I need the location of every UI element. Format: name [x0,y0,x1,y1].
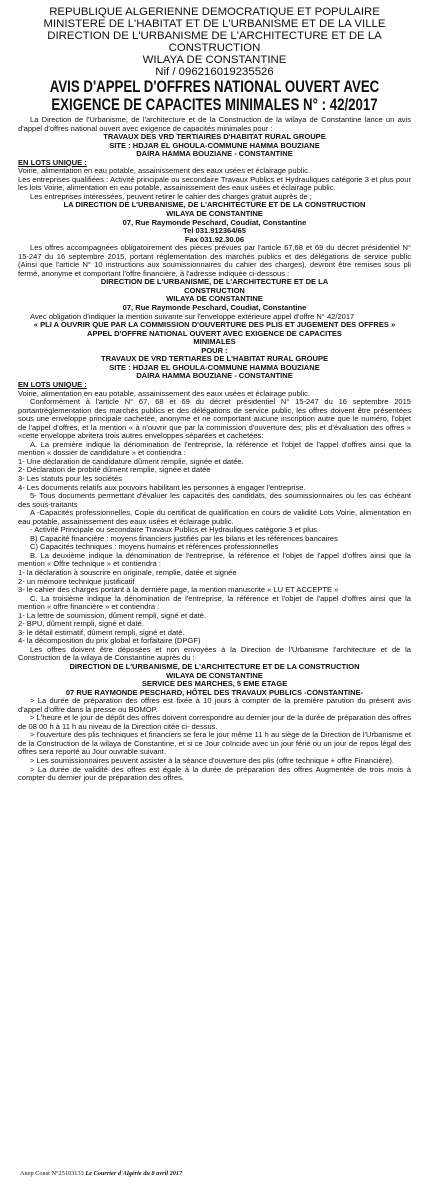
notice-title-line-2: EXIGENCE DE CAPACITES MINIMALES N° : 42/2017 [51,95,378,114]
header-line: DIRECTION DE L'URBANISME DE L'ARCHITECTURE ET DE LA [47,30,382,42]
body-paragraph: C. La troisième indique la dénomination de l'entreprise, la référence et l'objet de l'appel d'offres ainsi que la mention « offre financière » et contiendra : [18,593,411,612]
body-paragraph: Voirie, alimentation en eau potable, assainissement des eaux usées et éclairage public. [18,166,310,176]
body-paragraph: 2- Déclaration de probité dûment remplie, signée et datée [18,465,211,475]
body-paragraph: TRAVAUX DE VRD TERTIARES DE L'HABITAT RURAL GROUPE [100,354,329,364]
body-paragraph: B) Capacité financière : moyens financiers justifiés par les bilans et les références bancaires [30,533,338,543]
notice-body [18,116,411,783]
body-paragraph: - Activité Principale ou secondaire Travaux Publics et Hydrauliques catégorie 3 et plus. [30,525,320,535]
body-paragraph: EN LOTS UNIQUE : [18,379,87,389]
body-paragraph: 2- BPU, dûment rempli, signé et daté. [18,619,144,629]
header-line: MINISTERE DE L'HABITAT ET DE L'URBANISME ET DE LA VILLE [43,18,386,30]
body-paragraph: SERVICE DES MARCHES, 5 EME ETAGE [141,679,288,689]
body-paragraph: 3- le cahier des charges portant à la dernière page, la mention manuscrite « LU ET ACCEPTE » [18,585,339,595]
body-paragraph: > Les soumissionnaires peuvent assister à la séance d'ouverture des plis (offre technique + offre Financière). [30,756,395,766]
body-paragraph: Les entreprises qualifiées : Activité principale ou secondaire Travaux Publics et Hydrauliques catégorie 3 et plus pour les lots Voirie, alimentation en eau potable, assainissement des eaux usées et éclairage public. [18,174,411,193]
body-paragraph: > l'ouverture des plis techniques et financiers se fera le jour même 11 h au siège de la Direction de l'Urbanisme et de la Construction de la wilaya de Constantine, et si ce Jour coïncide avec un jour férié ou un jour de repos légal des offres sera reporté au Jour ouvrable suivant. [18,730,411,757]
body-paragraph: 4- la décomposition du prix global et forfaitaire (DPGF) [18,636,201,646]
footer-paper: Le Courrier d'Algérie du 8 avril 2017 [85,1170,183,1177]
nif-line: Nif / 096216019235526 [155,66,274,78]
notice-title-line-1: AVIS D'APPEL D'OFFRES NATIONAL OUVERT AVEC [49,77,380,96]
body-paragraph: Fax 031.92.30.06 [184,234,245,244]
body-paragraph: TRAVAUX DES VRD TERTIAIRES D'HABITAT RURAL GROUPE [103,132,326,142]
body-paragraph: B. La deuxième indique la dénomination de l'entreprise, la référence et l'objet de l'appel d'offres ainsi que la mention « Offre technique » et contiendra : [18,550,411,569]
body-paragraph: WILAYA DE CONSTANTINE [166,294,263,304]
body-paragraph: WILAYA DE CONSTANTINE [166,670,263,680]
body-paragraph: Conformément à l'article N° 67, 68 et 69 du décret présidentiel N° 15-247 du 16 septembre 2015 portantréglementation des marchés publics et des délégations de service public, les offres doivent être présentées sous une enveloppe principale cachetée, anonyme et ne comportant aucune inscription autre que le numéro, l'objet de l'appel d'offres, et la mention « à n'ouvrir que par la commission d'ouverture des; plis et d'évaluation des offres » «cette enveloppe abritera trois autres enveloppes séparées et cachetées: [18,397,411,441]
body-paragraph: Avec obligation d'indiquer la mention suivante sur l'enveloppe extérieure appel d'offre N° 42/2017 [30,311,355,321]
notice-page [18,6,411,783]
footer-ref: Anep Const N°25103133 [20,1170,84,1177]
body-paragraph: 3- le détail estimatif, dûment rempli, signé et daté. [18,627,185,637]
body-paragraph: Les offres doivent être déposées et non envoyées à la Direction de l'Urbanisme l'architecture et de la Construction de la wilaya de Constantine auprès du : [18,644,411,663]
body-paragraph: A -Capacités professionnelles, Copie du certificat de qualification en cours de validité Lots Voirie, alimentation en eau potable, assainissement des eaux usées et éclairage public. [18,508,411,526]
body-paragraph: MINIMALES [193,337,236,347]
header-line: REPUBLIQUE ALGERIENNE DEMOCRATIQUE ET POPULAIRE [49,6,380,18]
body-paragraph: DIRECTION DE L'URBANISME, DE L'ARCHITECTURE ET DE LA CONSTRUCTION [69,662,360,671]
body-paragraph: > L'heure et le jour de dépôt des offres doivent correspondre au dernier jour de la durée de préparation des offres de 08 00 h à 11 h au niveau de la Direction citée ci- dessus. [18,713,411,731]
body-paragraph: DAIRA HAMMA BOUZIANE - CONSTANTINE [136,149,293,159]
body-paragraph: > La durée de préparation des offres est fixée à 10 jours à compter de la première parution du présent avis d'appel d'offre dans la presse ou BOMOP. [18,696,411,714]
body-paragraph: 1- la déclaration à souscrire en originale, remplie, datée et signée [18,567,237,577]
body-paragraph: 07, Rue Raymonde Peschard, Coudiat, Constantine [122,217,307,227]
body-paragraph: Les entreprises intéressées, peuvent retirer le cahier des charges gratuit auprès de ; [30,191,312,201]
body-paragraph: > La durée de validité des offres est égale à la durée de préparation des offres Augmentée de trois mois à compter du dernier jour de préparation des offres. [18,764,411,783]
body-paragraph: C) Capacités techniques : moyens humains et références professionnelles [30,542,279,552]
body-paragraph: 1- La lettre de soumission, dûment rempli, signé et daté. [18,610,206,620]
body-paragraph: 5- Tous documents permettant d'évaluer les capacités des candidats, des soumissionnaires ou les cas échéant des sous-traitants [18,491,411,509]
body-paragraph: DIRECTION DE L'URBANISME, DE L'ARCHITECTURE ET DE LA [100,277,329,287]
body-paragraph: WILAYA DE CONSTANTINE [166,209,263,219]
header-line: CONSTRUCTION [168,42,261,54]
body-paragraph: 4- Les documents relatifs aux pouvoirs habilitant les personnes à engager l'entreprise. [18,482,306,492]
header-block [18,6,411,78]
body-paragraph: 3- Les statuts pour les sociétés [18,473,123,483]
body-paragraph: La Direction de l'Urbanisme, de l'architecture et de la Construction de la wilaya de Constantine lance un avis d'appel d'offres national ouvert avec exigence de capacités minimales pour : [18,115,411,133]
body-paragraph: A. La première indique la dénomination de l'entreprise, la référence et l'objet de l'appel d'offres ainsi que la mention « dossier de candidature » et contiendra : [18,439,411,458]
body-paragraph: Voirie, alimentation en eau potable, assainissement des eaux usées et éclairage public. [18,388,310,398]
body-paragraph: SITE : HDJAR EL GHOULA-COMMUNE HAMMA BOUZIANE [109,362,320,372]
body-paragraph: SITE : HDJAR EL GHOULA-COMMUNE HAMMA BOUZIANE [109,140,320,150]
body-paragraph: LA DIRECTION DE L'URBANISME, DE L'ARCHITECTURE ET DE LA CONSTRUCTION [63,200,366,210]
footer-credit [20,1170,182,1177]
header-line: WILAYA DE CONSTANTINE [142,54,287,66]
body-paragraph: CONSTRUCTION [184,285,245,295]
body-paragraph: Tel 031.912364/65 [183,226,246,236]
body-paragraph: Les offres accompagnées obligatoirement des pièces prévues par l'article 67,68 et 69 du décret présidentiel N° 15-247 du 16 septembre 2015, portant réglementation des marchés publics et des délégations de service public (Ainsi que l'article N° 10 instructions aux soumissionnaires du cahier des charges), devront être remises sous pli fermé, anonyme et comportant l'offre financière, à l'adresse indiquée ci-dessous : [18,243,411,278]
body-paragraph: 1- Une déclaration de candidature dûment remplie, signée et datée. [18,456,244,466]
body-paragraph: EN LOTS UNIQUE : [18,157,87,167]
body-paragraph: DAIRA HAMMA BOUZIANE - CONSTANTINE [136,371,293,381]
body-paragraph: 07 RUE RAYMONDE PESCHARD, HÔTEL DES TRAVAUX PUBLICS -CONSTANTINE- [65,687,364,697]
body-paragraph: POUR : [201,345,228,355]
body-paragraph: « PLI A OUVRIR QUE PAR LA COMMISSION D'OUVERTURE DES PLIS ET JUGEMENT DES OFFRES » [33,320,396,330]
body-paragraph: 07, Rue Raymonde Peschard, Coudiat, Constantine [122,303,307,313]
body-paragraph: 2- un mémoire technique justificatif [18,576,135,586]
body-paragraph: APPEL D'OFFRE NATIONAL OUVERT AVEC EXIGENCE DE CAPACITES [87,328,342,338]
